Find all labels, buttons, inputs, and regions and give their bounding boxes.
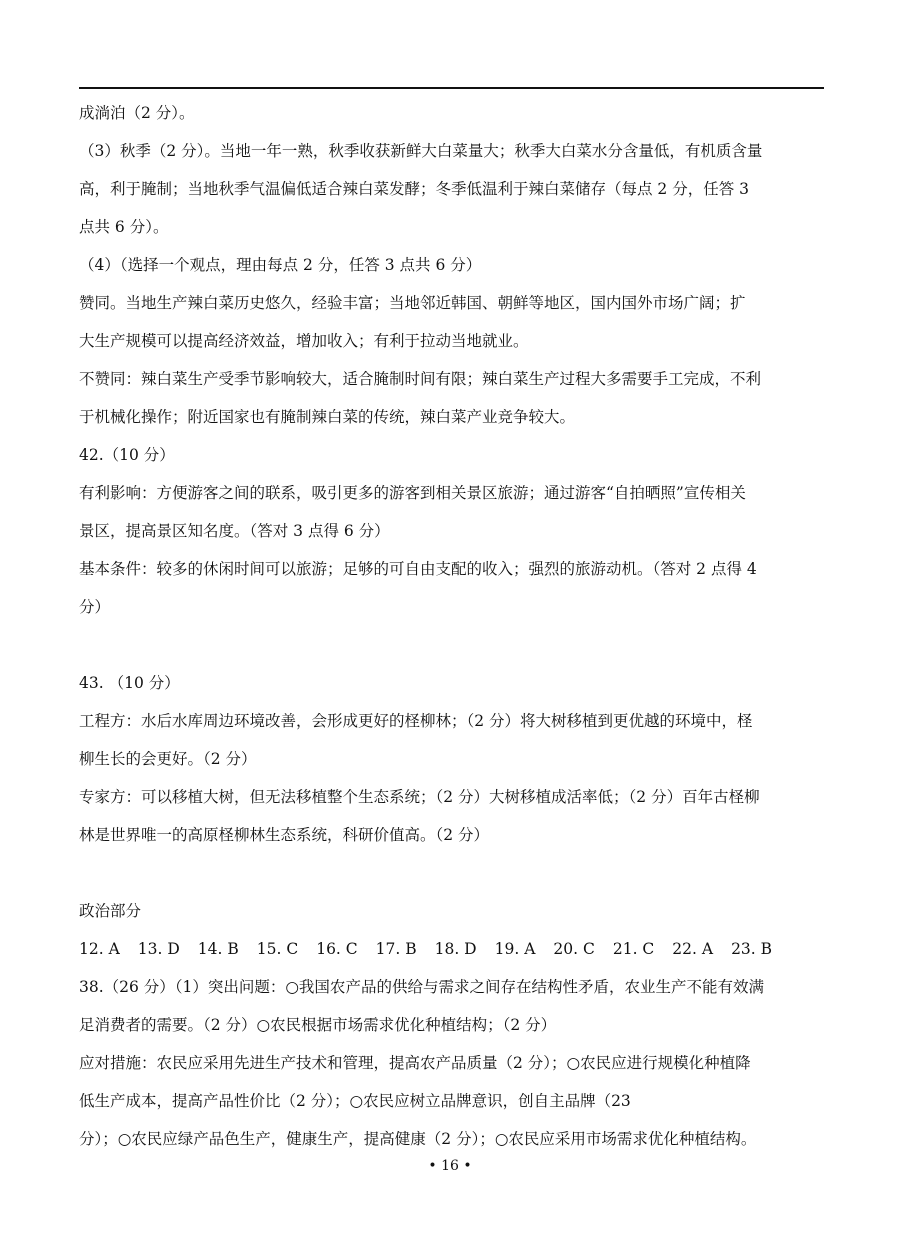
- text-line: 有利影响：方便游客之间的联系，吸引更多的游客到相关景区旅游；通过游客“自拍晒照”宣传相关: [79, 484, 746, 502]
- text-line: 于机械化操作；附近国家也有腌制辣白菜的传统，辣白菜产业竞争较大。: [79, 408, 576, 426]
- politics-choice-answers: [79, 930, 824, 968]
- header-rule: [79, 87, 824, 89]
- text-line: 景区，提高景区知名度。（答对 3 点得 6 分）: [79, 522, 390, 540]
- blank-line: [79, 854, 824, 892]
- text-line: 低生产成本，提高产品性价比（2 分）；○农民应树立品牌意识，创自主品牌（23: [79, 1092, 631, 1110]
- answer-paragraphs: [79, 94, 824, 930]
- text-line: 38.（26 分）（1）突出问题：○我国农产品的供给与需求之间存在结构性矛盾，农业生产不能有效满: [79, 978, 764, 996]
- text-line: 点共 6 分）。: [79, 218, 169, 236]
- text-line: 43. （10 分）: [79, 674, 180, 692]
- blank-line: [79, 626, 824, 664]
- choice-answer: 16. C: [316, 940, 358, 958]
- choice-answer: 17. B: [375, 940, 417, 958]
- choice-answer: 22. A: [672, 940, 714, 958]
- text-line: 分）；○农民应绿产品色生产，健康生产，提高健康（2 分）；○农民应采用市场需求优化种植结构。: [79, 1130, 757, 1148]
- choice-answer: 20. C: [553, 940, 595, 958]
- page-number: • 16 •: [428, 1158, 472, 1174]
- text-line: 林是世界唯一的高原柽柳林生态系统，科研价值高。（2 分）: [79, 826, 490, 844]
- choice-answer: 15. C: [256, 940, 299, 958]
- text-line: 专家方：可以移植大树，但无法移植整个生态系统；（2 分）大树移植成活率低；（2 分）百年古柽柳: [79, 788, 760, 806]
- choice-answer: 12. A: [79, 940, 120, 958]
- text-line: 政治部分: [79, 902, 142, 920]
- choice-answer: 14. B: [197, 940, 239, 958]
- text-line: 应对措施：农民应采用先进生产技术和管理，提高农产品质量（2 分）；○农民应进行规模化种植降: [79, 1054, 751, 1072]
- document-body: [79, 94, 824, 1158]
- question-38-answer: [79, 968, 824, 1158]
- text-line: 不赞同：辣白菜生产受季节影响较大，适合腌制时间有限；辣白菜生产过程大多需要手工完成，不利: [79, 370, 762, 388]
- text-line: 高，利于腌制；当地秋季气温偏低适合辣白菜发酵；冬季低温利于辣白菜储存（每点 2 分，任答 3: [79, 180, 750, 198]
- text-line: 赞同。当地生产辣白菜历史悠久，经验丰富；当地邻近韩国、朝鲜等地区，国内国外市场广阔；扩: [79, 294, 746, 312]
- choice-answer: 18. D: [434, 940, 477, 958]
- text-line: 成淌泊（2 分）。: [79, 104, 195, 122]
- text-line: 大生产规模可以提高经济效益，增加收入；有利于拉动当地就业。: [79, 332, 529, 350]
- choice-answer: 13. D: [137, 940, 180, 958]
- choice-answer: 21. C: [612, 940, 655, 958]
- choice-answer: 23. B: [731, 940, 773, 958]
- text-line: 基本条件：较多的休闲时间可以旅游；足够的可自由支配的收入；强烈的旅游动机。（答对 2 点得 4: [79, 560, 757, 578]
- text-line: 分）: [79, 598, 111, 616]
- text-line: 42.（10 分）: [79, 446, 175, 464]
- text-line: （3）秋季（2 分）。当地一年一熟，秋季收获新鲜大白菜量大；秋季大白菜水分含量低，有机质含量: [79, 142, 763, 160]
- choice-answer: 19. A: [494, 940, 536, 958]
- text-line: 工程方：水后水库周边环境改善，会形成更好的柽柳林；（2 分）将大树移植到更优越的环境中，柽: [79, 712, 753, 730]
- text-line: 柳生长的会更好。（2 分）: [79, 750, 257, 768]
- text-line: （4）（选择一个观点，理由每点 2 分，任答 3 点共 6 分）: [79, 256, 482, 274]
- text-line: 足消费者的需要。（2 分）○农民根据市场需求优化种植结构；（2 分）: [79, 1016, 557, 1034]
